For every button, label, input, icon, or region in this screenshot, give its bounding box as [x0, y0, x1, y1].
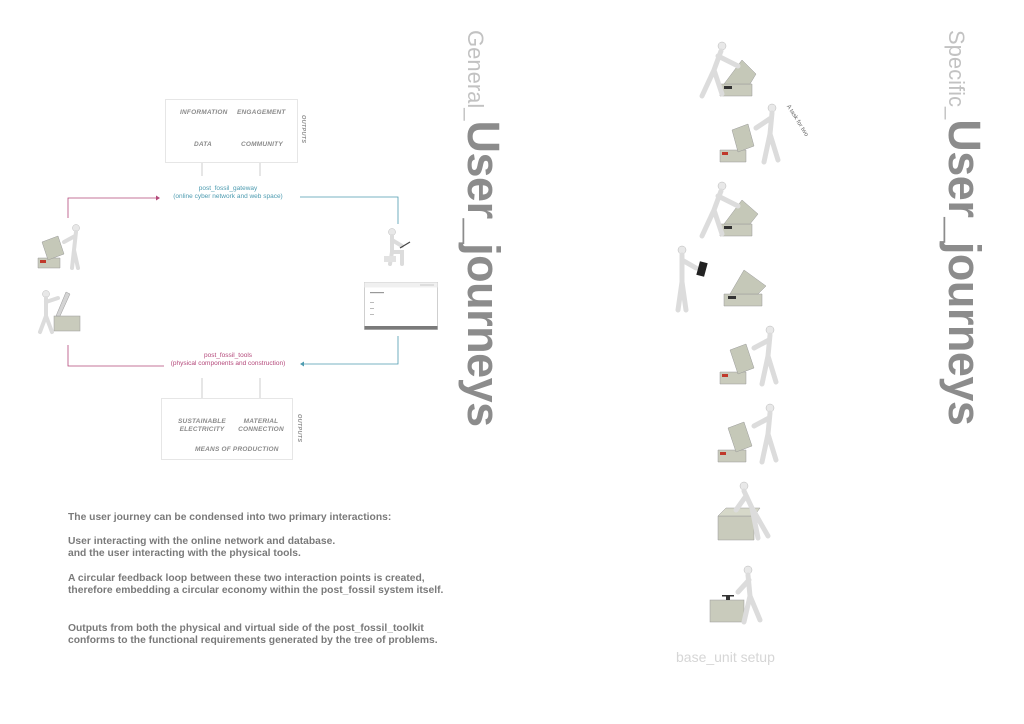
output-community: COMMUNITY	[241, 141, 283, 148]
body-paragraph-4: Outputs from both the physical and virtual side of the post_fossil_toolkit conforms to the functional requirements generated by the tree of problems.	[68, 623, 438, 647]
step-1-person-opening-lid	[694, 40, 766, 100]
step-5-person-lifting-panel	[716, 322, 784, 388]
gateway-title: post_fossil_gateway	[198, 185, 258, 192]
step-7-person-closing-box	[714, 480, 780, 544]
output-sustainable-electricity	[176, 418, 228, 434]
specific-title-prefix: Specific_	[944, 30, 969, 120]
step-4-person-holding-component	[672, 242, 772, 314]
output-information: INFORMATION	[180, 109, 228, 116]
step-8-person-with-closed-unit	[708, 562, 778, 626]
tools-label	[158, 352, 298, 368]
general-title-main: User_journeys	[458, 120, 509, 427]
body-paragraph-2a: User interacting with the online network and database.	[68, 536, 336, 547]
output-sustainable: SUSTAINABLE	[178, 418, 226, 425]
output-material: MATERIAL	[243, 418, 279, 425]
step-6-person-lifting-panel	[714, 400, 784, 466]
step-3-person-opening-lid	[694, 180, 766, 240]
general-user-journeys-title	[457, 30, 509, 427]
tools-subtitle: (physical components and construction)	[170, 360, 286, 367]
output-engagement: ENGAGEMENT	[237, 109, 286, 116]
person-lifting-box-illustration	[34, 222, 86, 272]
output-connection: CONNECTION	[238, 426, 284, 433]
gateway-subtitle: (online cyber network and web space)	[173, 193, 283, 200]
person-at-laptop-illustration	[382, 226, 416, 268]
output-means-of-production: MEANS OF PRODUCTION	[195, 446, 279, 453]
body-paragraph-3: A circular feedback loop between these two interaction points is created, therefore embedding a circular economy within the post_fossil system itself.	[68, 573, 444, 597]
specific-user-journeys-title	[938, 30, 990, 425]
gateway-label	[158, 185, 298, 201]
general-title-prefix: General_	[463, 30, 488, 121]
step-2-person-lifting-panel	[716, 100, 786, 166]
base-unit-setup-caption: base_unit setup	[676, 649, 775, 665]
output-data: DATA	[194, 141, 212, 148]
task-for-two-annotation: A task for two	[784, 104, 810, 138]
outputs-bottom-tag: OUTPUTS	[296, 414, 302, 443]
outputs-top-tag: OUTPUTS	[300, 115, 306, 144]
output-electricity: ELECTRICITY	[179, 426, 225, 433]
tools-title: post_fossil_tools	[203, 352, 253, 359]
output-material-connection	[236, 418, 286, 434]
person-opening-box-illustration	[32, 288, 84, 336]
specific-title-main: User_journeys	[939, 119, 990, 426]
body-paragraph-2b: and the user interacting with the physical tools.	[68, 548, 301, 559]
website-screenshot-thumbnail	[364, 282, 438, 330]
body-paragraph-1: The user journey can be condensed into two primary interactions:	[68, 512, 392, 523]
